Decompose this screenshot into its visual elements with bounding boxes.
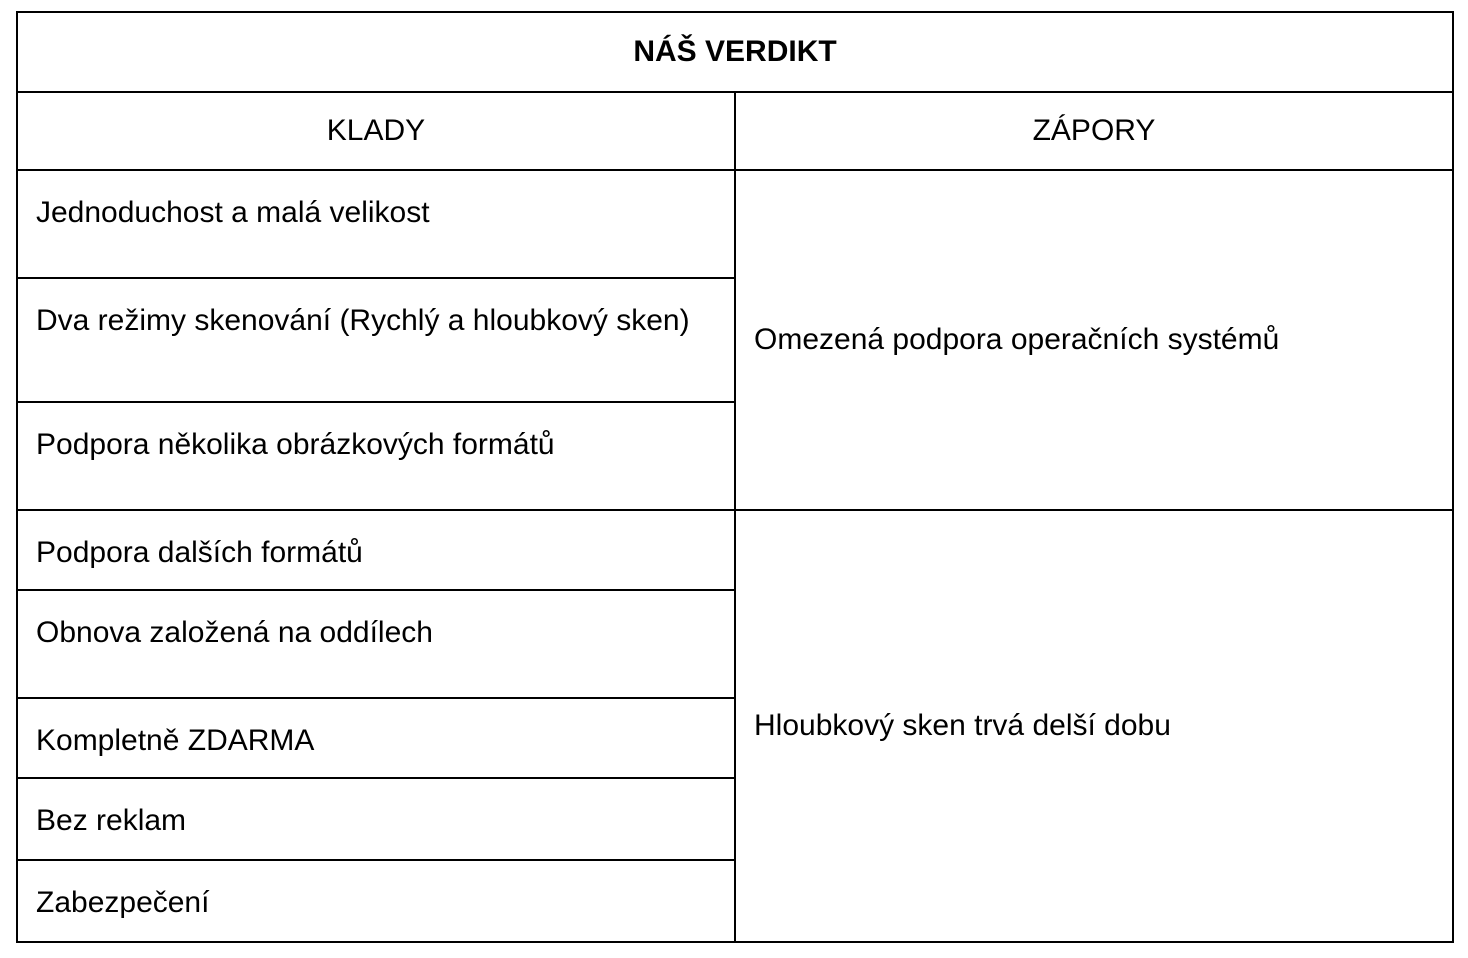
cons-header: ZÁPORY [735,92,1453,170]
title-row [17,12,1453,92]
pros-header: KLADY [17,92,735,170]
pro-item: Kompletně ZDARMA [17,698,735,778]
table-title: NÁŠ VERDIKT [17,12,1453,92]
pro-item: Bez reklam [17,778,735,860]
con-item: Omezená podpora operačních systémů [735,170,1453,510]
pro-item: Podpora dalších formátů [17,510,735,590]
table-row [17,170,1453,278]
table-row [17,510,1453,590]
pro-item: Obnova založená na oddílech [17,590,735,698]
verdict-table [16,11,1454,943]
pro-item: Podpora několika obrázkových formátů [17,402,735,510]
pro-item: Jednoduchost a malá velikost [17,170,735,278]
pro-item: Dva režimy skenování (Rychlý a hloubkový sken) [17,278,735,402]
con-item: Hloubkový sken trvá delší dobu [735,510,1453,942]
header-row [17,92,1453,170]
pro-item: Zabezpečení [17,860,735,942]
